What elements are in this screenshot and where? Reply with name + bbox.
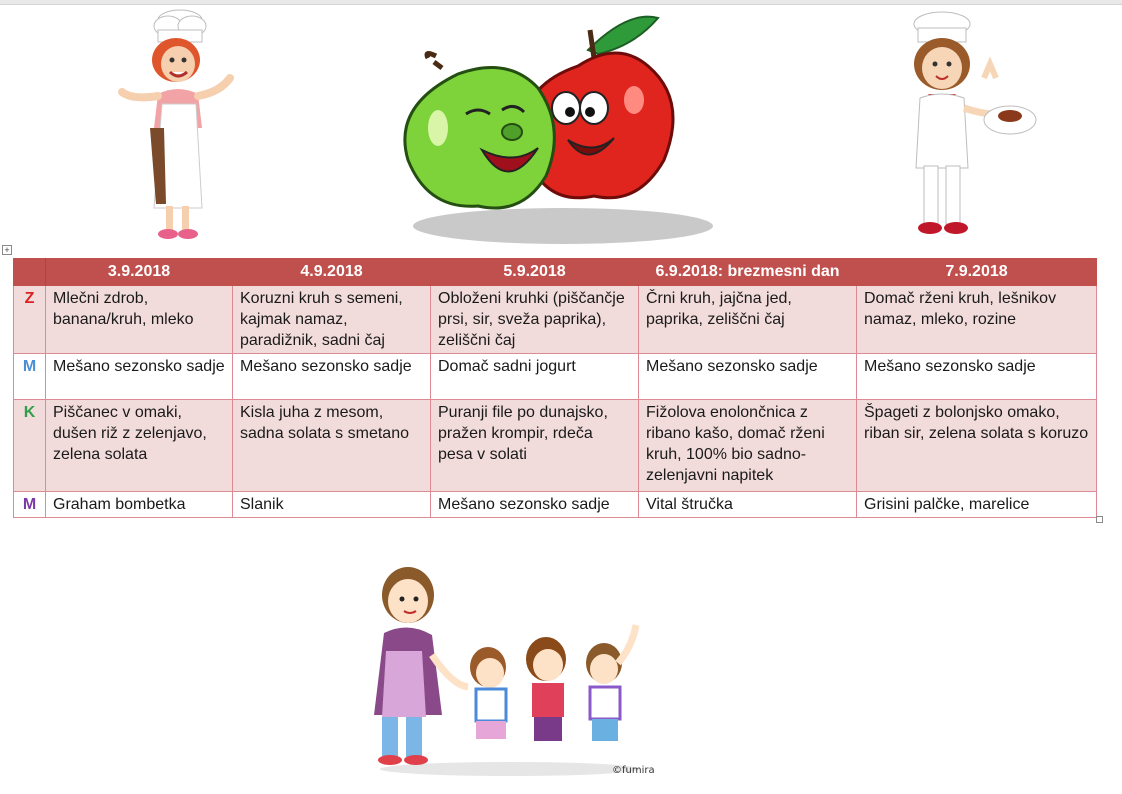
weekly-menu-table — [13, 258, 1097, 518]
chef-girl-illustration — [880, 8, 1040, 240]
menu-cell: Mešano sezonsko sadje — [233, 354, 431, 400]
menu-cell: Črni kruh, jajčna jed, paprika, zeliščni čaj — [639, 286, 857, 354]
table-row — [14, 286, 1097, 354]
illustration-credit: ©fumira — [612, 765, 655, 776]
table-row — [14, 400, 1097, 492]
menu-cell: Grisini palčke, marelice — [857, 492, 1097, 518]
chef-woman-illustration — [110, 8, 250, 244]
menu-cell: Vital štručka — [639, 492, 857, 518]
table-row — [14, 492, 1097, 518]
menu-cell: Mlečni zdrob, banana/kruh, mleko — [46, 286, 233, 354]
meal-label: K — [14, 400, 46, 492]
teacher-children-illustration — [360, 555, 660, 780]
meal-label: M — [14, 492, 46, 518]
header-day: 5.9.2018 — [431, 259, 639, 286]
menu-cell: Graham bombetka — [46, 492, 233, 518]
table-move-handle[interactable]: + — [2, 245, 12, 255]
menu-cell: Mešano sezonsko sadje — [857, 354, 1097, 400]
header-day: 3.9.2018 — [46, 259, 233, 286]
header-day: 4.9.2018 — [233, 259, 431, 286]
menu-cell: Domač rženi kruh, lešnikov namaz, mleko, rozine — [857, 286, 1097, 354]
menu-cell: Mešano sezonsko sadje — [431, 492, 639, 518]
menu-cell: Obloženi kruhki (piščančje prsi, sir, sveža paprika), zeliščni čaj — [431, 286, 639, 354]
header-corner-cell — [14, 259, 46, 286]
document-top-border-shadow — [0, 4, 1122, 5]
menu-cell: Kisla juha z mesom, sadna solata s smetano — [233, 400, 431, 492]
menu-cell: Puranji file po dunajsko, pražen krompir, rdeča pesa v solati — [431, 400, 639, 492]
table-row — [14, 354, 1097, 400]
menu-cell: Koruzni kruh s semeni, kajmak namaz, paradižnik, sadni čaj — [233, 286, 431, 354]
header-day: 6.9.2018: brezmesni dan — [639, 259, 857, 286]
menu-cell: Špageti z bolonjsko omako, riban sir, zelena solata s koruzo — [857, 400, 1097, 492]
header-day: 7.9.2018 — [857, 259, 1097, 286]
table-resize-handle[interactable] — [1096, 516, 1103, 523]
menu-cell: Piščanec v omaki, dušen riž z zelenjavo, zelena solata — [46, 400, 233, 492]
menu-cell: Mešano sezonsko sadje — [639, 354, 857, 400]
menu-cell: Mešano sezonsko sadje — [46, 354, 233, 400]
menu-cell: Slanik — [233, 492, 431, 518]
menu-cell: Fižolova enolončnica z ribano kašo, domač rženi kruh, 100% bio sadno-zelenjavni napitek — [639, 400, 857, 492]
meal-label: M — [14, 354, 46, 400]
apples-illustration — [398, 10, 728, 254]
meal-label: Z — [14, 286, 46, 354]
menu-cell: Domač sadni jogurt — [431, 354, 639, 400]
table-header-row — [14, 259, 1097, 286]
